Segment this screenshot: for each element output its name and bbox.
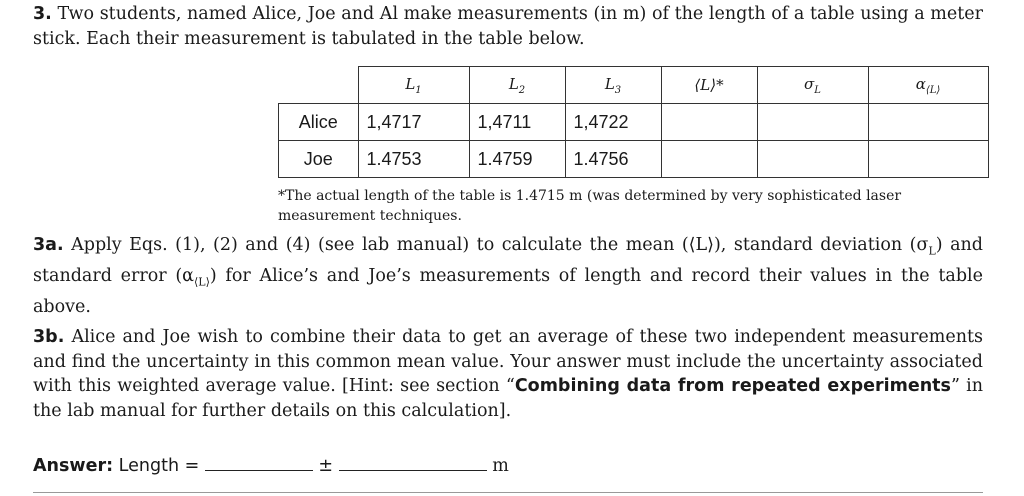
question-3b-text-2: ” in the lab manual for further details on this calculation]. bbox=[33, 376, 983, 421]
divider bbox=[33, 492, 983, 493]
cell-l3: 1,4722 bbox=[565, 104, 661, 141]
cell-mean[interactable] bbox=[661, 104, 757, 141]
table-header-row bbox=[279, 67, 989, 104]
question-3b bbox=[33, 325, 983, 423]
table-header-empty bbox=[279, 67, 359, 104]
table-row bbox=[279, 141, 989, 178]
plus-minus: ± bbox=[318, 456, 334, 476]
length-input[interactable] bbox=[205, 452, 313, 471]
question-3b-number: 3b. bbox=[33, 327, 65, 347]
cell-l3: 1.4756 bbox=[565, 141, 661, 178]
table-header-l3: $L_3$ bbox=[565, 67, 661, 104]
unit: m bbox=[492, 456, 509, 476]
cell-l1: 1,4717 bbox=[358, 104, 469, 141]
row-name: Joe bbox=[279, 141, 359, 178]
cell-l2: 1,4711 bbox=[469, 104, 565, 141]
cell-alpha[interactable] bbox=[868, 104, 988, 141]
answer-field-label: Length = bbox=[118, 456, 200, 476]
answer-label: Answer: bbox=[33, 456, 114, 476]
cell-sigma[interactable] bbox=[757, 104, 868, 141]
answer-line bbox=[33, 452, 509, 476]
uncertainty-input[interactable] bbox=[339, 452, 487, 471]
table-row bbox=[279, 104, 989, 141]
table-header-sigma: $\sigma_L$ bbox=[757, 67, 868, 104]
table-header-mean: ⟨L⟩* bbox=[661, 67, 757, 104]
cell-mean[interactable] bbox=[661, 141, 757, 178]
row-name: Alice bbox=[279, 104, 359, 141]
question-3 bbox=[33, 2, 983, 51]
cell-l1: 1.4753 bbox=[358, 141, 469, 178]
question-3a-text-3: ) for Alice’s and Joe’s measurements of length and record their values in the table above. bbox=[33, 266, 983, 317]
question-3b-bold: Combining data from repeated experiments bbox=[514, 376, 951, 396]
table-header-l1: $L_1$ bbox=[358, 67, 469, 104]
cell-l2: 1.4759 bbox=[469, 141, 565, 178]
question-3a: 3a. Apply Eqs. (1), (2) and (4) (see lab manual) to calculate the mean (⟨L⟩), standard deviation $(\sigma_L)$ and standard error $(\alpha_{⟨L⟩})$ for Alice’s and Joe’s measurements of length and record their values in the table above. bbox=[33, 235, 983, 317]
question-3a-text-1: Apply Eqs. (1), (2) and (4) (see lab manual) to calculate the mean (⟨L⟩), standard deviation (σ bbox=[71, 235, 929, 255]
table-footnote: *The actual length of the table is 1.4715 m (was determined by very sophisticated laser measurement techniques. bbox=[278, 188, 902, 224]
question-3b-text-1: Alice and Joe wish to combine their data to get an average of these two independent measurements and find the uncertainty in this common mean value. Your answer must include the uncertainty associated with this weighted average value. [Hint: see section “ bbox=[33, 327, 983, 396]
question-3a-text-2: ) and standard error (α bbox=[33, 235, 983, 286]
question-3-number: 3. bbox=[33, 4, 52, 24]
question-3a-number: 3a. bbox=[33, 235, 64, 255]
cell-sigma[interactable] bbox=[757, 141, 868, 178]
measurement-table bbox=[278, 66, 989, 178]
table-header-l2: $L_2$ bbox=[469, 67, 565, 104]
cell-alpha[interactable] bbox=[868, 141, 988, 178]
question-3-text: Two students, named Alice, Joe and Al make measurements (in m) of the length of a table using a meter stick. Each their measurement is tabulated in the table below. bbox=[33, 4, 983, 49]
table-header-alpha: $\alpha_{⟨L⟩}$ bbox=[868, 67, 988, 104]
